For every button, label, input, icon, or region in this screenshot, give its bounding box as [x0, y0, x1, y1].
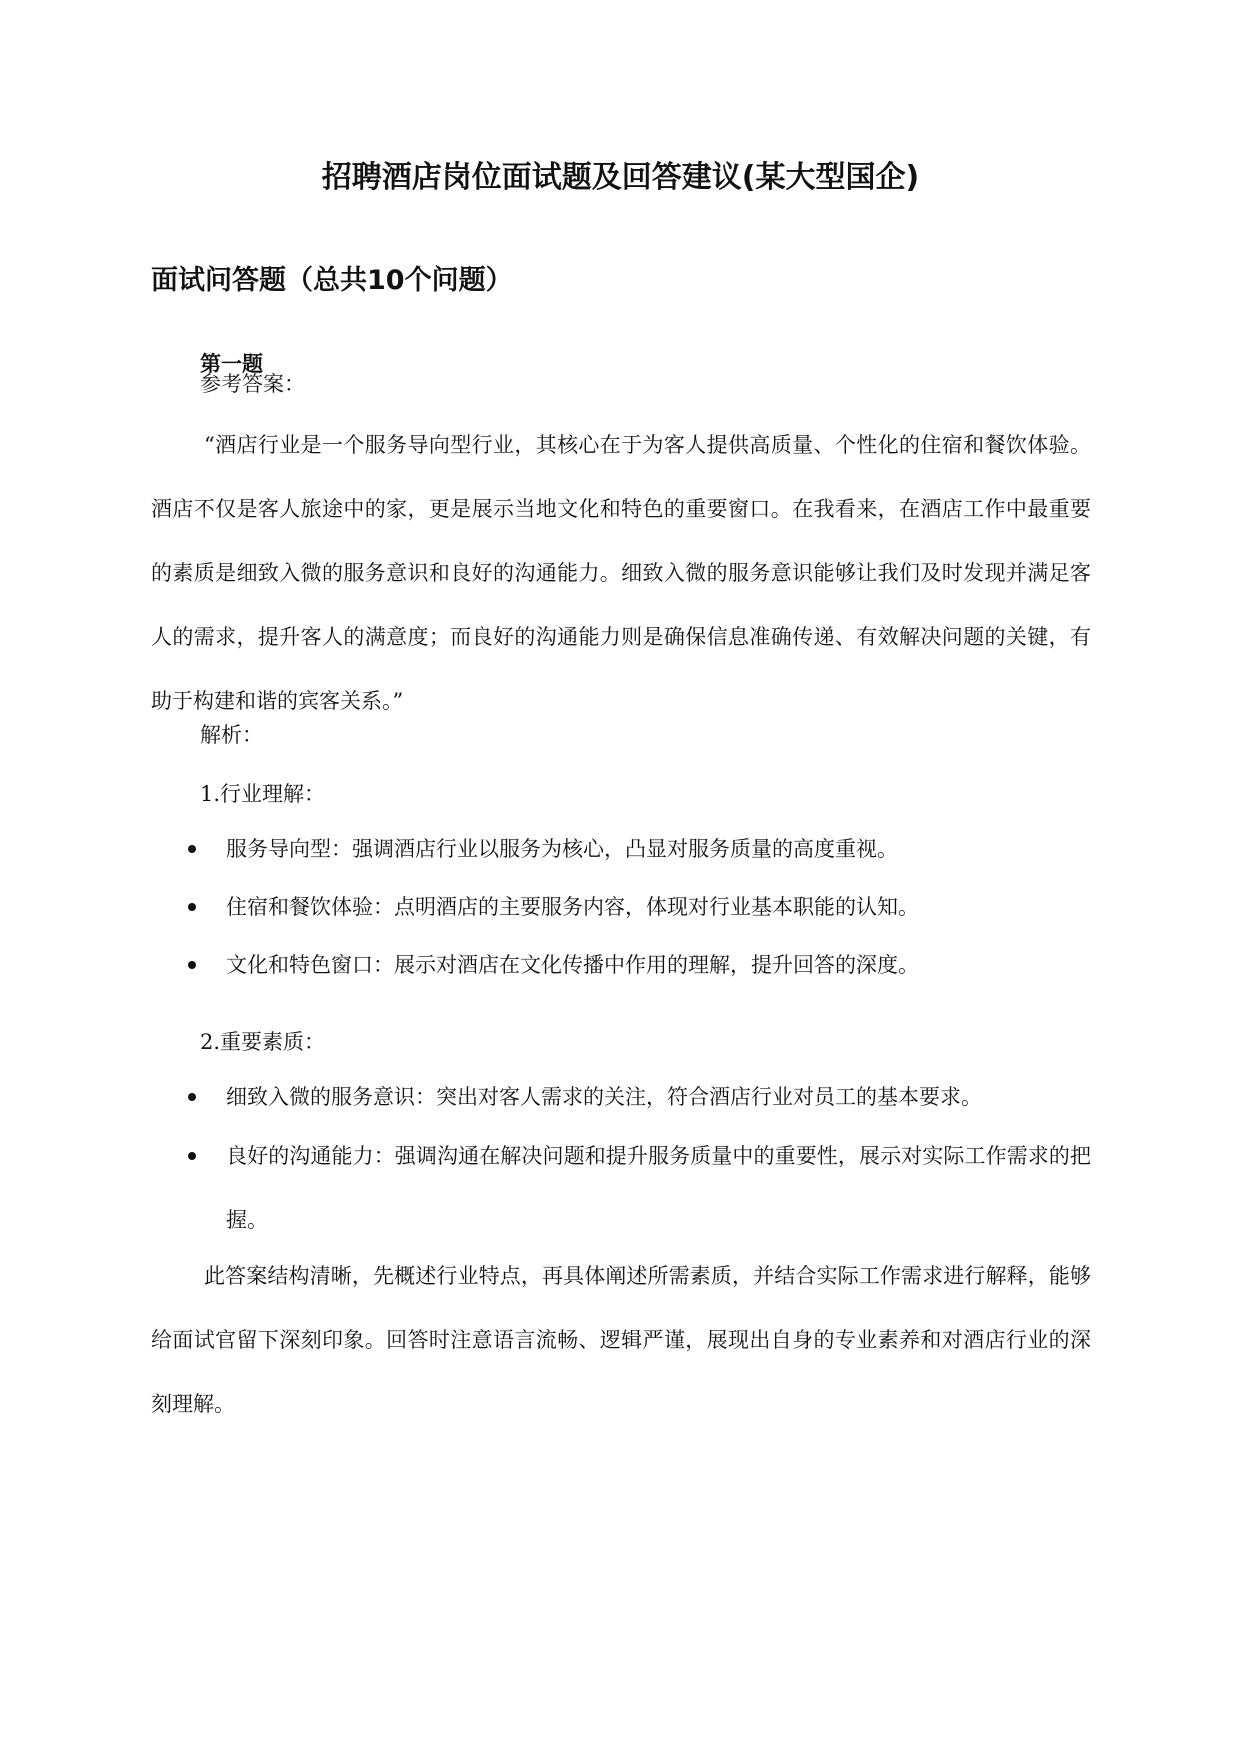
- bullet-icon: [188, 1093, 196, 1101]
- bullet-icon: [188, 845, 196, 853]
- question-heading: 第一题: [200, 352, 263, 376]
- bullet-icon: [188, 1152, 196, 1160]
- list-item: [151, 933, 1091, 997]
- analysis-label: 解析：: [200, 723, 263, 747]
- section-heading: 面试问答题（总共10个问题）: [151, 265, 513, 296]
- reference-answer: “酒店行业是一个服务导向型行业，其核心在于为客人提供高质量、个性化的住宿和餐饮体验。酒店不仅是客人旅途中的家，更是展示当地文化和特色的重要窗口。在我看来，在酒店工作中最重要的素质是细致入微的服务意识和良好的沟通能力。细致入微的服务意识能够让我们及时发现并满足客人的需求，提升客人的满意度；而良好的沟通能力则是确保信息准确传递、有效解决问题的关键，有助于构建和谐的宾客关系。”: [151, 433, 1091, 713]
- bullet-text: 细致入微的服务意识：突出对客人需求的关注，符合酒店行业对员工的基本要求。: [226, 1085, 982, 1109]
- document-title: 招聘酒店岗位面试题及回答建议(某大型国企): [321, 160, 920, 195]
- list-item: [151, 1065, 1091, 1129]
- list-item: [151, 1124, 1091, 1252]
- summary-paragraph: 此答案结构清晰，先概述行业特点，再具体阐述所需素质，并结合实际工作需求进行解释，能够给面试官留下深刻印象。回答时注意语言流畅、逻辑严谨，展现出自身的专业素养和对酒店行业的深刻理解。: [151, 1264, 1091, 1416]
- bullet-text: 服务导向型：强调酒店行业以服务为核心，凸显对服务质量的高度重视。: [226, 837, 898, 861]
- list-item: [151, 817, 1091, 881]
- bullet-icon: [188, 961, 196, 969]
- reference-label: 参考答案：: [200, 372, 305, 396]
- bullet-text: 良好的沟通能力：强调沟通在解决问题和提升服务质量中的重要性，展示对实际工作需求的把握。: [226, 1144, 1091, 1232]
- list-item: [151, 875, 1091, 939]
- bullet-icon: [188, 903, 196, 911]
- point2-heading: 2.重要素质：: [200, 1030, 326, 1054]
- bullet-text: 住宿和餐饮体验：点明酒店的主要服务内容，体现对行业基本职能的认知。: [226, 895, 919, 919]
- bullet-text: 文化和特色窗口：展示对酒店在文化传播中作用的理解，提升回答的深度。: [226, 953, 919, 977]
- point1-heading: 1.行业理解：: [200, 782, 326, 806]
